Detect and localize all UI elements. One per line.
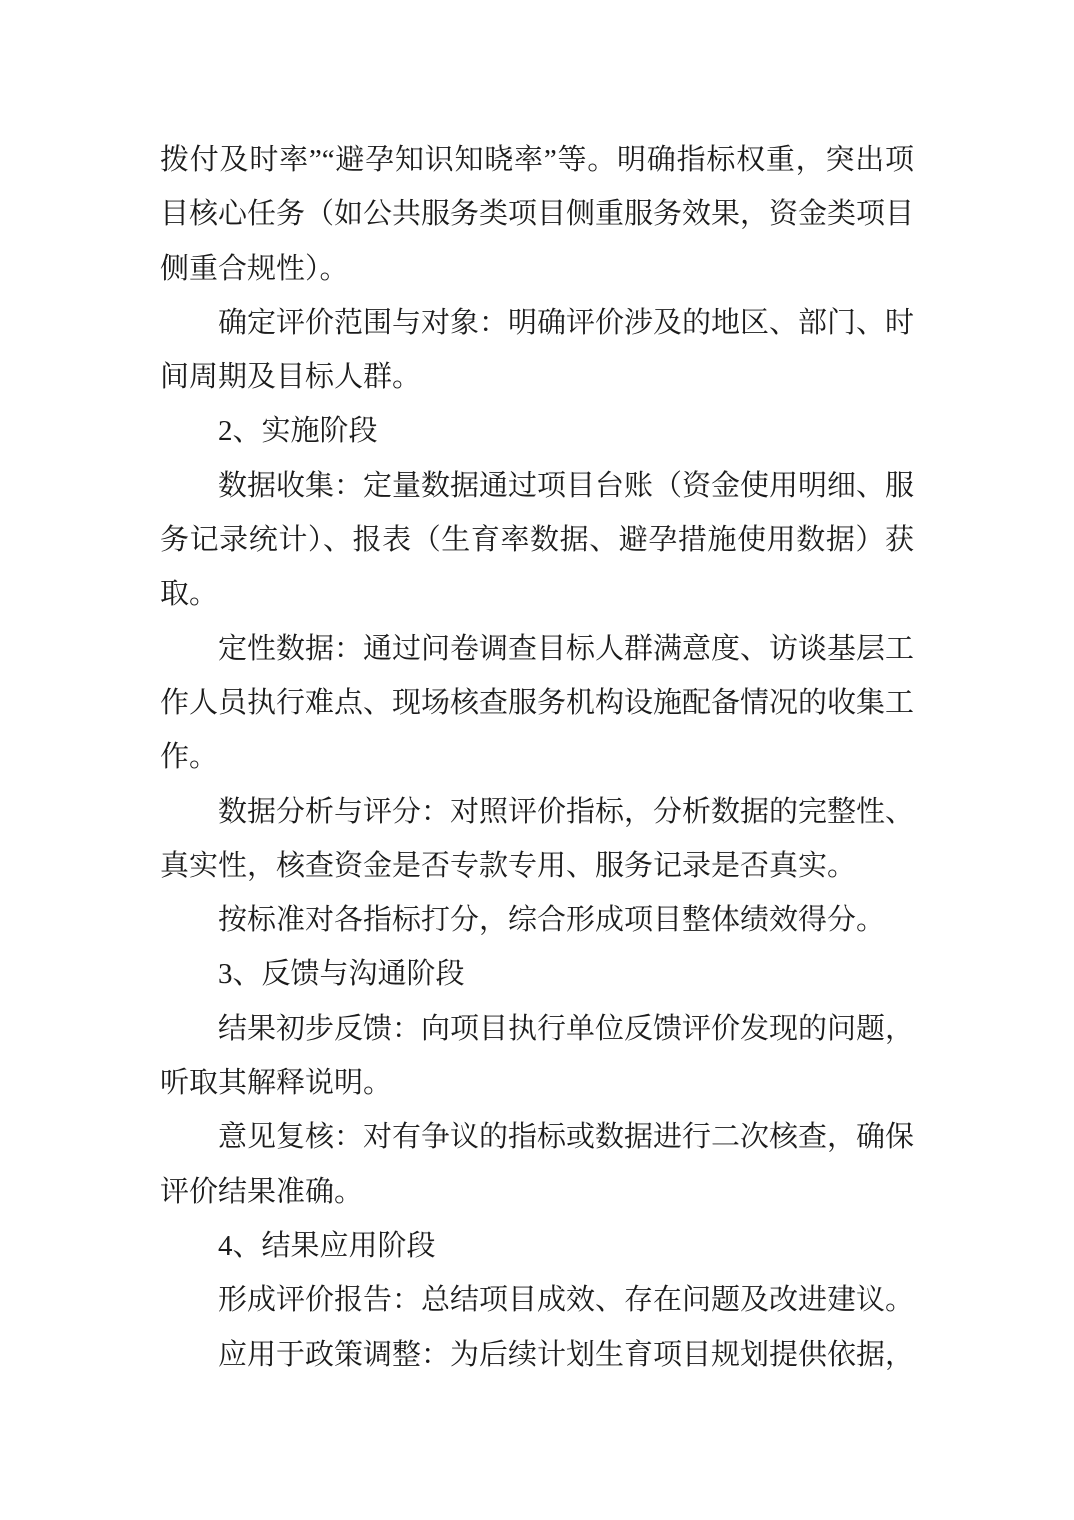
paragraph-heading-3: 3、反馈与沟通阶段: [218, 958, 465, 991]
paragraph-heading-4: 4、结果应用阶段: [218, 1229, 436, 1262]
paragraph: 应用于政策调整：为后续计划生育项目规划提供依据，: [218, 1338, 915, 1371]
paragraph: 数据分析与评分：对照评价指标，分析数据的完整性、真实性，核查资金是否专款专用、服务记录是否真实。: [160, 795, 915, 882]
paragraph: 定性数据：通过问卷调查目标人群满意度、访谈基层工作人员执行难点、现场核查服务机构设施配备情况的收集工作。: [160, 632, 915, 774]
paragraph: 按标准对各指标打分，综合形成项目整体绩效得分。: [218, 904, 886, 937]
paragraph: 形成评价报告：总结项目成效、存在问题及改进建议。: [218, 1284, 915, 1317]
paragraph: 确定评价范围与对象：明确评价涉及的地区、部门、时间周期及目标人群。: [160, 306, 915, 394]
paragraph: 结果初步反馈：向项目执行单位反馈评价发现的问题，听取其解释说明。: [160, 1012, 915, 1100]
document-body: [160, 133, 914, 1382]
paragraph-heading-2: 2、实施阶段: [218, 415, 378, 448]
paragraph-continuation: 拨付及时率”“避孕知识知晓率”等。明确指标权重，突出项目核心任务（如公共服务类项目侧重服务效果，资金类项目侧重合规性）。: [160, 144, 915, 285]
paragraph: 意见复核：对有争议的指标或数据进行二次核查，确保评价结果准确。: [160, 1121, 915, 1208]
paragraph: 数据收集：定量数据通过项目台账（资金使用明细、服务记录统计）、报表（生育率数据、避孕措施使用数据）获取。: [160, 469, 915, 611]
